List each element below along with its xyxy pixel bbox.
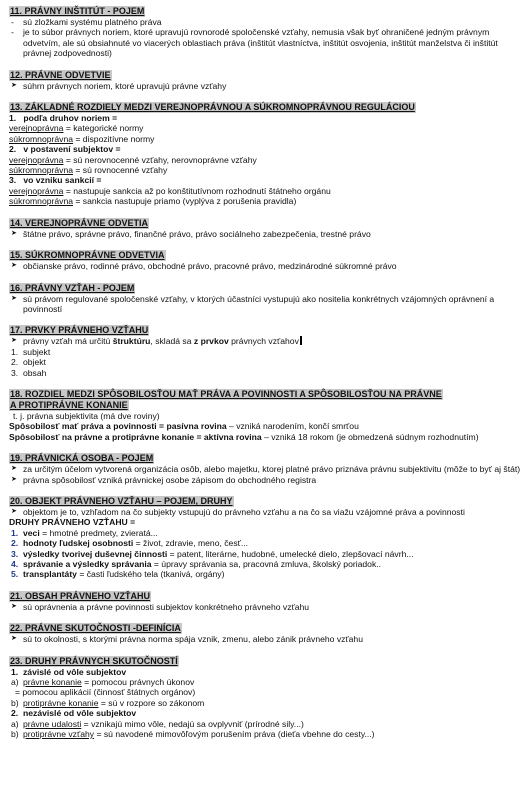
section-19 xyxy=(9,453,526,485)
section-13 xyxy=(9,102,526,207)
list-item: 3. obsah xyxy=(11,367,47,378)
section-title: 16. PRÁVNY VZŤAH - POJEM xyxy=(10,282,135,293)
list-item: - sú zložkami systému platného práva xyxy=(11,17,162,27)
list-item: ➤ právny vzťah má určitú štruktúru, skladá sa z prvkov právnych vzťahov xyxy=(9,336,526,346)
list-item: 1. subjekt xyxy=(11,346,51,357)
list-item: ➤ občianske právo, rodinné právo, obchodné právo, pracovné právo, medzinárodné súkromné právo xyxy=(11,261,397,272)
list-item: verejnoprávna = nastupuje sankcia až po konštitutívnom rozhodnutí štátneho orgánu xyxy=(9,185,331,196)
arrow-bullet-icon: ➤ xyxy=(11,294,17,302)
section-15 xyxy=(9,250,526,271)
list-item: a) právne udalosti = vznikajú mimo vôle, nedajú sa ovplyvniť (prírodné sily...) xyxy=(11,718,304,729)
list-item: 1. veci = hmotné predmety, zvieratá... xyxy=(11,527,158,538)
list-item: ➤ za určitým účelom vytvorená organizácia osôb, alebo majetku, ktorej platné právo priznáva právnu subjektivitu (môže to byť aj štát) xyxy=(11,464,521,475)
section-title: 19. PRÁVNICKÁ OSOBA - POJEM xyxy=(10,453,154,464)
section-title: 21. OBSAH PRÁVNEHO VZŤAHU xyxy=(10,590,151,601)
section-title: 13. ZÁKLADNÉ ROZDIELY MEDZI VEREJNOPRÁVNOU A SÚKROMNOPRÁVNOU REGULÁCIOU xyxy=(10,102,415,113)
section-23 xyxy=(9,656,526,740)
list-item: 2. hodnoty ľudskej osobnosti = život, zdravie, meno, česť... xyxy=(11,538,249,549)
subheading: DRUHY PRÁVNEHO VZŤAHU = xyxy=(9,517,136,528)
list-item: 2. objekt xyxy=(11,357,46,368)
list-item: 3. výsledky tvorivej duševnej činnosti = patent, literárne, hudobné, umelecké dielo, zlepšovací návrh... xyxy=(11,548,414,559)
section-16 xyxy=(9,283,526,315)
arrow-bullet-icon: ➤ xyxy=(11,635,17,643)
list-item: - je to súbor právnych noriem, ktoré upravujú rovnorodé spoločenské vzťahy, nemusia však byť ohraničené jedným právnym odvetvím, ale sú obsiahnuté vo viacerých oblastiach práva (inštitút vlastníctva, inštitút osvojenia, inštitút manželstva či inštitút právnej zodpovednosti) xyxy=(11,27,498,59)
dash-bullet-icon: - xyxy=(11,17,14,27)
paragraph: t. j. právna subjektivita (má dve roviny) xyxy=(13,410,160,421)
section-11 xyxy=(9,6,526,59)
arrow-bullet-icon: ➤ xyxy=(11,465,17,473)
list-item: ➤ sú právom regulované spoločenské vzťahy, v ktorých účastníci vystupujú ako nositelia konkrétnych vzájomných oprávnení a povinností xyxy=(11,293,495,314)
list-item: ➤ štátne právo, správne právo, finančné právo, právo sociálneho zabezpečenia, trestné právo xyxy=(11,228,371,239)
section-17 xyxy=(9,325,526,378)
section-22 xyxy=(9,623,526,644)
list-item: b) protiprávne konanie = sú v rozpore so zákonom xyxy=(11,697,205,708)
list-item: ➤ objektom je to, vzhľadom na čo subjekty vstupujú do právneho vzťahu a na čo sa viažu vzájomné práva a povinnosti xyxy=(11,506,465,517)
arrow-bullet-icon: ➤ xyxy=(11,229,17,237)
section-title: 22. PRÁVNE SKUTOČNOSTI -DEFINÍCIA xyxy=(10,623,181,634)
arrow-bullet-icon: ➤ xyxy=(11,507,17,515)
section-title: 17. PRVKY PRÁVNEHO VZŤAHU xyxy=(10,325,149,336)
list-item: 4. správanie a výsledky správania = úpravy správania sa, pracovná zmluva, školský poriadok.. xyxy=(11,559,382,569)
list-item: ➤ súhrn právnych noriem, ktoré upravujú právne vzťahy xyxy=(11,80,227,91)
arrow-bullet-icon: ➤ xyxy=(11,602,17,610)
section-14 xyxy=(9,218,526,239)
arrow-bullet-icon: ➤ xyxy=(11,81,17,89)
arrow-bullet-icon: ➤ xyxy=(11,475,17,483)
section-title: 11. PRÁVNY INŠTITÚT - POJEM xyxy=(10,6,145,16)
list-item: súkromnoprávna = dispozitívne normy xyxy=(9,133,155,144)
section-title: 20. OBJEKT PRÁVNEHO VZŤAHU – POJEM, DRUHY xyxy=(10,495,233,506)
paragraph: Spôsobilosť na právne a protiprávne konanie = aktívna rovina – vzniká 18 rokom (je obmedzená súdnym rozhodnutím) xyxy=(9,431,479,442)
section-title: 14. VEREJNOPRÁVNE ODVETIA xyxy=(10,217,149,228)
group-heading: 1. závislé od vôle subjektov xyxy=(11,666,127,677)
section-title: 23. DRUHY PRÁVNYCH SKUTOČNOSTÍ xyxy=(10,655,178,666)
list-item: verejnoprávna = kategorické normy xyxy=(9,123,144,134)
list-item: verejnoprávna = sú nerovnocenné vzťahy, nerovnoprávne vzťahy xyxy=(9,154,257,165)
list-item: súkromnoprávna = sankcia nastupuje priamo (vyplýva z porušenia pravidla) xyxy=(9,196,297,207)
section-20 xyxy=(9,496,526,580)
section-title: 15. SÚKROMNOPRÁVNE ODVETVIA xyxy=(10,250,165,261)
list-item: ➤ sú oprávnenia a právne povinnosti subjektov konkrétneho právneho vzťahu xyxy=(11,601,310,612)
group-heading: 2. v postavení subjektov = xyxy=(9,144,121,155)
section-title: 12. PRÁVNE ODVETVIE xyxy=(10,69,111,80)
section-title: 18. ROZDIEL MEDZI SPÔSOBILOSŤOU MAŤ PRÁVA A POVINNOSTI A SPÔSOBILOSŤOU NA PRÁVNE xyxy=(10,388,442,399)
list-item: 5. transplantáty = časti ľudského tela (tkanivá, orgány) xyxy=(11,569,225,580)
list-item: a) právne konanie = pomocou právnych úkonov xyxy=(11,677,195,688)
section-title-continued: A PROTIPRÁVNE KONANIE xyxy=(10,399,128,410)
list-item: ➤ právna spôsobilosť vzniká právnickej osobe zápisom do obchodného registra xyxy=(11,474,317,485)
section-18 xyxy=(9,389,526,442)
list-item: súkromnoprávna = sú rovnocenné vzťahy xyxy=(9,165,168,176)
group-heading: 2. nezávislé od vôle subjektov xyxy=(11,708,137,719)
arrow-bullet-icon: ➤ xyxy=(11,337,17,345)
list-item: = pomocou aplikácií (činnosť štátnych orgánov) xyxy=(15,687,196,698)
arrow-bullet-icon: ➤ xyxy=(11,262,17,270)
group-heading: 3. vo vzniku sankcií = xyxy=(9,175,102,186)
section-12 xyxy=(9,70,526,91)
list-item: b) protiprávne vzťahy = sú navodené mimovôľovým porušením práva (dieťa vbehne do cesty...) xyxy=(11,729,375,740)
text-cursor-icon xyxy=(300,336,302,345)
list-item: ➤ sú to okolnosti, s ktorými právna norma spája vznik, zmenu, alebo zánik právneho vzťahu xyxy=(11,634,363,645)
group-heading: 1. podľa druhov noriem = xyxy=(9,113,118,124)
paragraph: Spôsobilosť mať práva a povinnosti = pasívna rovina – vzniká narodením, končí smrťou xyxy=(9,421,359,432)
dash-bullet-icon: - xyxy=(11,27,14,38)
section-21 xyxy=(9,591,526,612)
